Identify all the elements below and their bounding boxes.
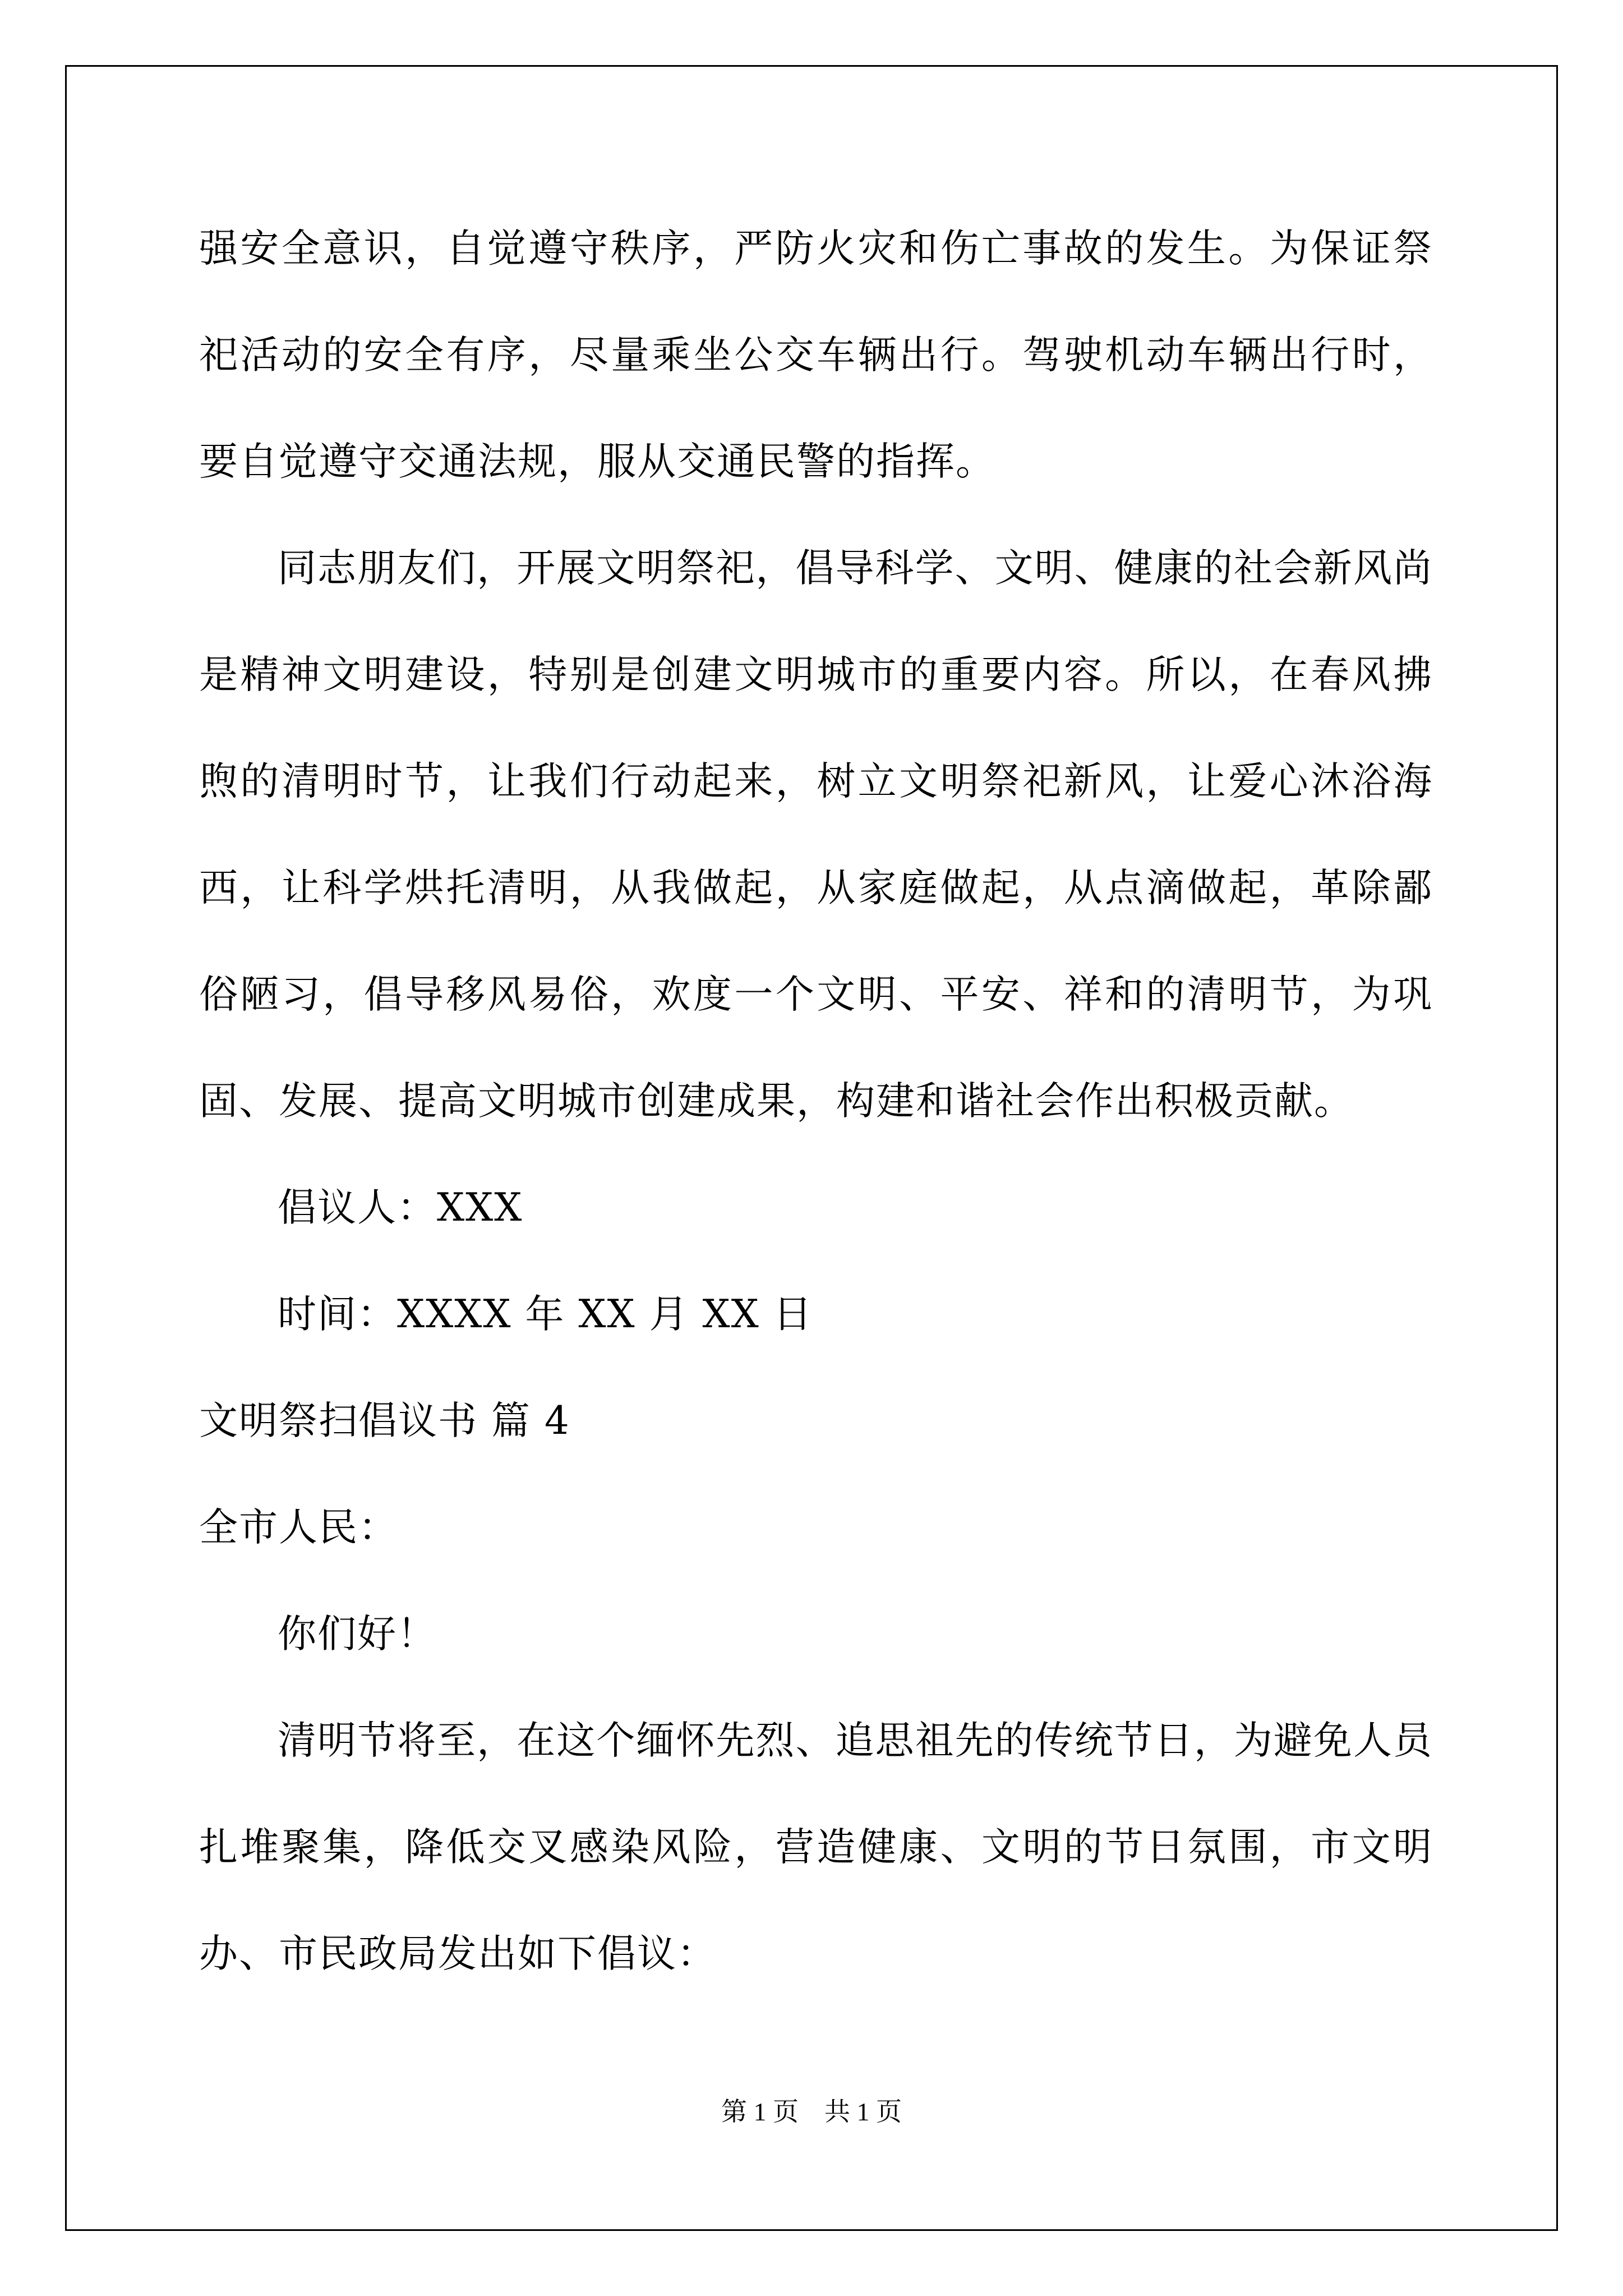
greeting: 你们好！ — [278, 1612, 437, 1657]
page-footer: 第 1 页 共 1 页 — [721, 2097, 902, 2126]
paragraph-qingming-proposal: 清明节将至，在这个缅怀先烈、追思祖先的传统节日，为避免人员扎堆聚集，降低交叉感染风险，营造健康、文明的节日氛围，市文明办、市民政局发出如下倡议： — [199, 1718, 1433, 1976]
section-heading: 文明祭扫倡议书 篇 4 — [199, 1398, 570, 1443]
proposer-line: 倡议人：XXX — [278, 1185, 523, 1230]
date-line: 时间：XXXX 年 XX 月 XX 日 — [278, 1292, 813, 1337]
paragraph-civilized-worship: 同志朋友们，开展文明祭祀，倡导科学、文明、健康的社会新风尚是精神文明建设，特别是创建文明城市的重要内容。所以，在春风拂煦的清明时节，让我们行动起来，树立文明祭祀新风，让爱心沐浴海西，让科学烘托清明，从我做起，从家庭做起，从点滴做起，革除鄙俗陋习，倡导移风易俗，欢度一个文明、平安、祥和的清明节，为巩固、发展、提高文明城市创建成果，构建和谐社会作出积极贡献。 — [199, 546, 1433, 1124]
document-body — [199, 195, 1433, 2007]
paragraph-safety: 强安全意识，自觉遵守秩序，严防火灾和伤亡事故的发生。为保证祭祀活动的安全有序，尽量乘坐公交车辆出行。驾驶机动车辆出行时，要自觉遵守交通法规，服从交通民警的指挥。 — [199, 226, 1433, 484]
salutation: 全市人民： — [199, 1505, 398, 1550]
